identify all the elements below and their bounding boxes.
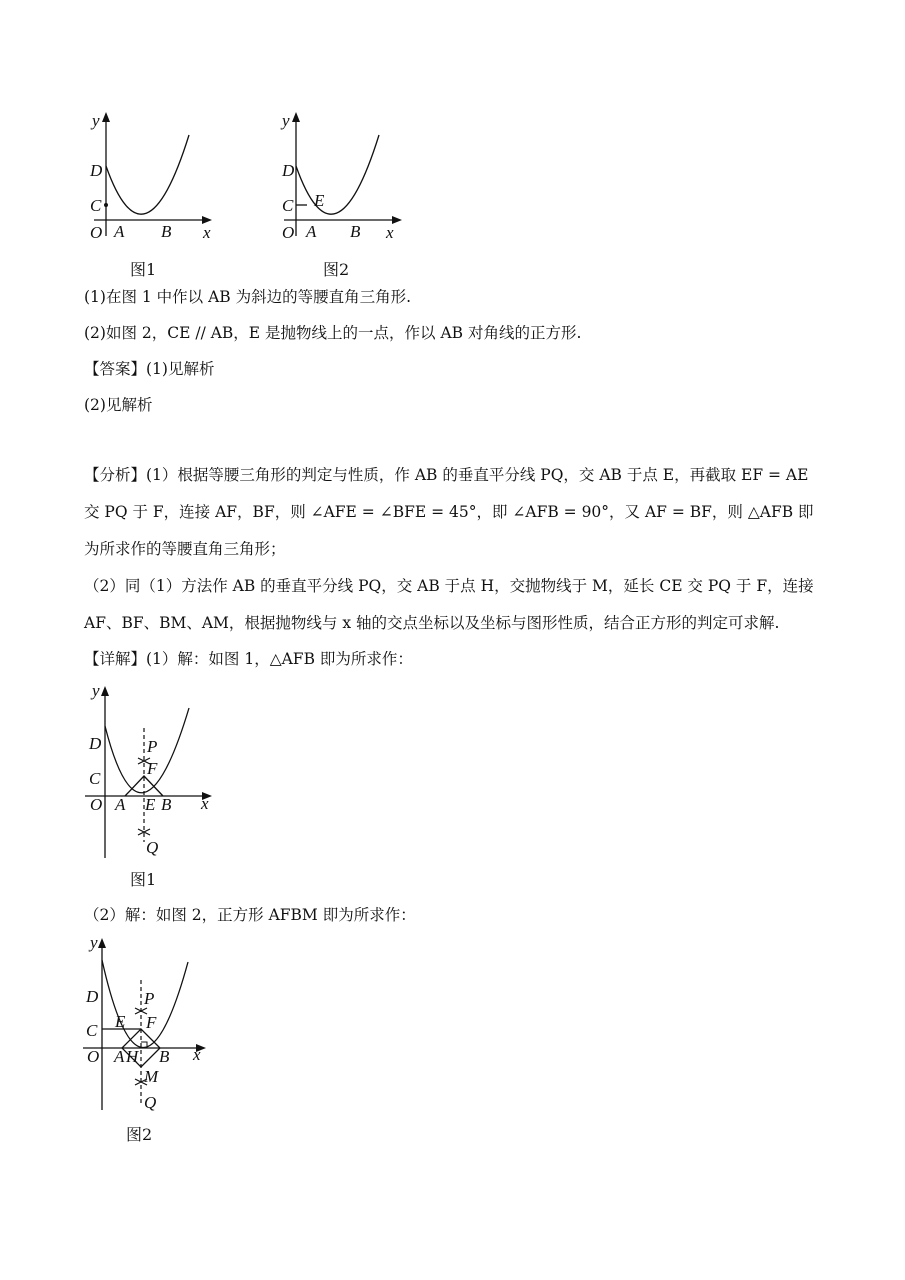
figure-solution-2 [80,934,220,1114]
label-p: P [147,737,158,756]
question-1: (1)在图 1 中作以 AB 为斜边的等腰直角三角形. [84,288,412,306]
answer-2: (2)见解析 [84,396,153,414]
label-c: C [282,196,294,215]
label-m: M [144,1067,159,1086]
figure-top-1 [80,108,220,248]
label-d: D [89,734,102,753]
label-a: A [114,1047,125,1066]
label-a: A [115,795,126,814]
label-q: Q [144,1093,157,1112]
label-b: B [350,222,361,241]
label-y: y [90,933,98,952]
label-d: D [86,987,99,1006]
label-x: x [201,794,209,813]
figure-caption: 图1 [130,870,157,889]
label-d: D [282,161,295,180]
label-x: x [203,223,211,242]
question-2: (2)如图 2，CE // AB，E 是抛物线上的一点，作以 AB 对角线的正方形. [84,324,582,342]
label-b: B [161,222,172,241]
label-o: O [282,223,295,242]
figure-caption: 图2 [323,260,350,279]
figure-top-2 [270,108,410,248]
label-o: O [90,223,103,242]
label-q: Q [146,838,159,857]
figure-solution-1 [80,682,220,862]
label-y: y [282,111,290,130]
label-o: O [87,1047,100,1066]
label-f: F [147,759,158,778]
label-h: H [126,1047,139,1066]
detail-part-2: （2）解：如图 2，正方形 AFBM 即为所求作： [84,906,416,924]
figure-caption: 图1 [130,260,157,279]
label-y: y [92,681,100,700]
label-c: C [86,1021,98,1040]
label-e: E [115,1012,126,1031]
label-x: x [386,223,394,242]
label-b: B [161,795,172,814]
analysis-part-1: 【分析】(1）根据等腰三角形的判定与性质，作 AB 的垂直平分线 PQ，交 AB 于点 E，再截取 EF = AE 交 PQ 于 F，连接 AF，BF，则 ∠AFE = ∠BFE = 45°，即 ∠AFB = 90°，又 AF = BF，则 △AFB 即为所求作的等腰直角三角形； [84,466,814,558]
label-a: A [114,222,125,241]
label-o: O [90,795,103,814]
label-d: D [90,161,103,180]
label-e: E [145,795,156,814]
label-c: C [90,196,102,215]
label-p: P [144,989,155,1008]
label-x: x [193,1045,201,1064]
label-a: A [306,222,317,241]
answer-1: 【答案】(1)见解析 [84,360,215,378]
label-b: B [159,1047,170,1066]
label-y: y [92,111,100,130]
label-f: F [146,1013,157,1032]
label-c: C [89,769,101,788]
label-e: E [314,191,325,210]
analysis-part-2: （2）同（1）方法作 AB 的垂直平分线 PQ，交 AB 于点 H，交抛物线于 M，延长 CE 交 PQ 于 F，连接 AF、BF、BM、AM，根据抛物线与 x 轴的交点坐标以及坐标与图形性质，结合正方形的判定可求解. [84,577,814,632]
figure-caption: 图2 [126,1125,153,1144]
detail-part-1: 【详解】(1）解：如图 1，△AFB 即为所求作： [84,650,413,668]
